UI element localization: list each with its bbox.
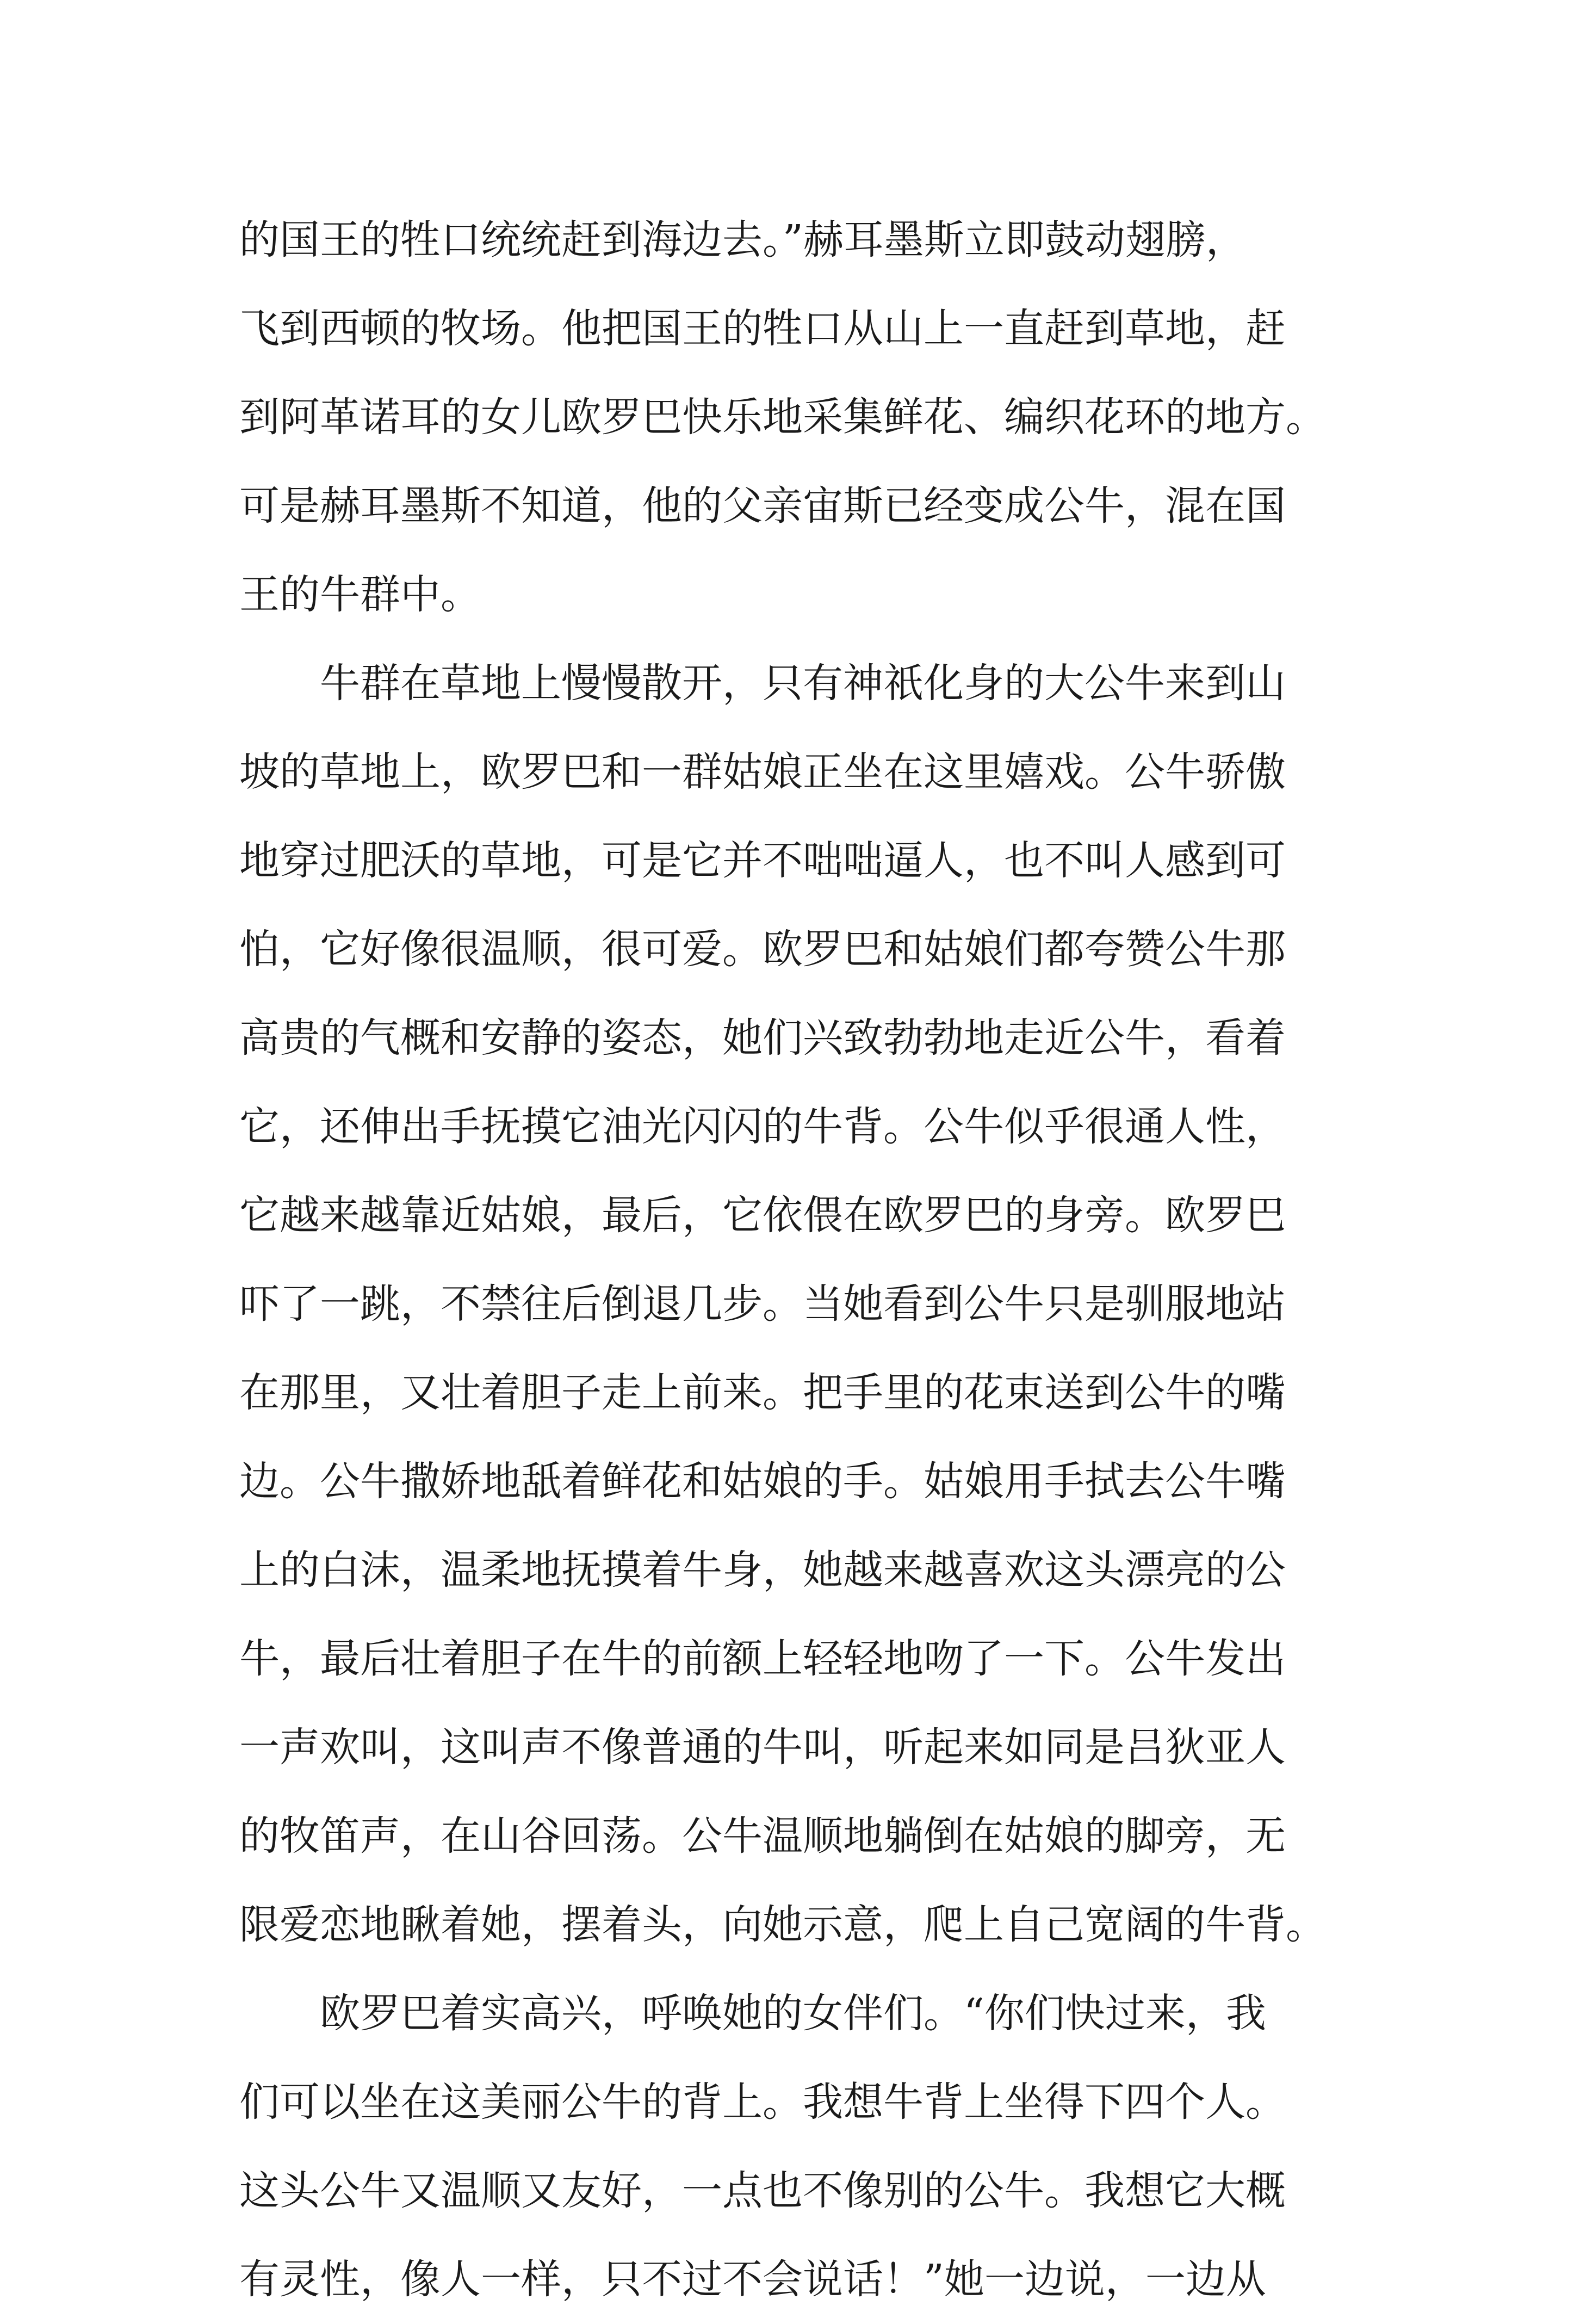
text-line: 在那里，又壮着胆子走上前来。把手里的花束送到公牛的嘴	[239, 1369, 1286, 1416]
text-line: 牛，最后壮着胆子在牛的前额上轻轻地吻了一下。公牛发出	[239, 1635, 1286, 1682]
text-line: 坡的草地上，欧罗巴和一群姑娘正坐在这里嬉戏。公牛骄傲	[239, 749, 1286, 795]
text-line: 地穿过肥沃的草地，可是它并不咄咄逼人，也不叫人感到可	[239, 837, 1286, 884]
text-line: 们可以坐在这美丽公牛的背上。我想牛背上坐得下四个人。	[239, 2079, 1286, 2125]
text-line: 的牧笛声，在山谷回荡。公牛温顺地躺倒在姑娘的脚旁，无	[239, 1813, 1286, 1859]
text-line: 这头公牛又温顺又友好，一点也不像别的公牛。我想它大概	[239, 2167, 1286, 2214]
text-line: 到阿革诺耳的女儿欧罗巴快乐地采集鲜花、编织花环的地方。	[239, 394, 1326, 441]
text-line: 它越来越靠近姑娘，最后，它依偎在欧罗巴的身旁。欧罗巴	[239, 1192, 1286, 1239]
text-line: 可是赫耳墨斯不知道，他的父亲宙斯已经变成公牛，混在国	[239, 483, 1286, 529]
text-line: 它，还伸出手抚摸它油光闪闪的牛背。公牛似乎很通人性，	[239, 1103, 1286, 1150]
text-line: 限爱恋地瞅着她，摆着头，向她示意，爬上自己宽阔的牛背。	[239, 1901, 1326, 1948]
text-line: 的国王的牲口统统赶到海边去。”赫耳墨斯立即鼓动翅膀，	[239, 217, 1246, 263]
text-line: 高贵的气概和安静的姿态，她们兴致勃勃地走近公牛，看着	[239, 1015, 1286, 1061]
text-line: 王的牛群中。	[239, 571, 481, 618]
text-line: 怕，它好像很温顺，很可爱。欧罗巴和姑娘们都夸赞公牛那	[239, 926, 1286, 973]
text-line: 边。公牛撒娇地舐着鲜花和姑娘的手。姑娘用手拭去公牛嘴	[239, 1458, 1286, 1505]
text-line: 牛群在草地上慢慢散开，只有神祇化身的大公牛来到山	[320, 660, 1286, 707]
text-line: 一声欢叫，这叫声不像普通的牛叫，听起来如同是吕狄亚人	[239, 1724, 1286, 1771]
text-line: 欧罗巴着实高兴，呼唤她的女伴们。“你们快过来，我	[320, 1990, 1266, 2037]
body-text	[239, 196, 1392, 2324]
text-line: 上的白沫，温柔地抚摸着牛身，她越来越喜欢这头漂亮的公	[239, 1547, 1286, 1593]
text-line: 有灵性，像人一样，只不过不会说话！”她一边说，一边从	[239, 2256, 1266, 2303]
text-line: 吓了一跳，不禁往后倒退几步。当她看到公牛只是驯服地站	[239, 1281, 1286, 1327]
text-line: 飞到西顿的牧场。他把国王的牲口从山上一直赶到草地，赶	[239, 305, 1286, 352]
